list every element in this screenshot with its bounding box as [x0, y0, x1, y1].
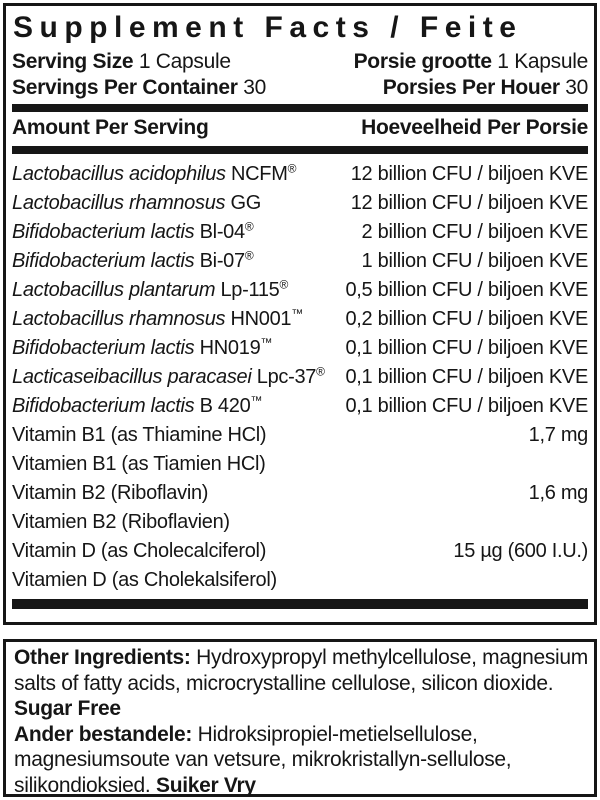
- porsie-grootte-value: 1 Kapsule: [491, 50, 588, 73]
- nutrient-name: Vitamin B1 (as Thiamine HCl): [12, 424, 267, 446]
- other-ingredients-panel: [3, 639, 597, 797]
- ingredients-line: Sugar Free: [14, 697, 121, 720]
- hoeveelheid-per-porsie-header: Hoeveelheid Per Porsie: [361, 116, 588, 139]
- nutrient-amount: 15 µg (600 I.U.): [453, 540, 588, 562]
- divider-bar-top: [12, 104, 588, 112]
- nutrient-amount: 0,2 billion CFU / biljoen KVE: [345, 308, 588, 330]
- nutrient-row: [12, 334, 588, 363]
- serving-size-label: Serving Size: [12, 50, 134, 73]
- nutrient-row: [12, 160, 588, 189]
- ingredients-line: Ander bestandele: Hidroksipropiel-metielsellulose,: [14, 722, 478, 746]
- nutrient-amount: 2 billion CFU / biljoen KVE: [361, 221, 588, 243]
- ingredients-line: magnesiumsoute van vetsure, mikrokristallyn-sellulose,: [14, 748, 512, 771]
- serving-size-value: 1 Capsule: [133, 50, 231, 73]
- nutrient-name: Vitamien D (as Cholekalsiferol): [12, 569, 277, 591]
- nutrient-row: [12, 218, 588, 247]
- nutrient-row: [12, 247, 588, 276]
- nutrient-name: Lactobacillus acidophilus NCFM®: [12, 161, 297, 185]
- nutrient-amount: 1,7 mg: [528, 424, 588, 446]
- nutrient-name: Vitamin B2 (Riboflavin): [12, 482, 209, 504]
- nutrient-row: [12, 363, 588, 392]
- nutrient-row: [12, 392, 588, 421]
- trademark-symbol: ™: [250, 393, 263, 408]
- nutrient-name: Vitamien B2 (Riboflavien): [12, 511, 230, 533]
- ingredients-line: salts of fatty acids, microcrystalline cellulose, silicon dioxide.: [14, 671, 554, 695]
- trademark-symbol: ®: [244, 248, 254, 263]
- nutrient-amount: 0,1 billion CFU / biljoen KVE: [345, 337, 588, 359]
- nutrient-name: Lacticaseibacillus paracasei Lpc-37®: [12, 364, 325, 388]
- nutrient-row: [12, 450, 588, 479]
- column-header-row: [12, 112, 588, 143]
- trademark-symbol: ®: [316, 364, 325, 379]
- servings-per-container-value: 30: [237, 76, 266, 99]
- facts-title: Supplement Facts / Feite: [13, 11, 523, 44]
- amount-per-serving-header: Amount Per Serving: [12, 116, 209, 139]
- nutrient-name: Lactobacillus rhamnosus GG: [12, 192, 261, 214]
- serving-size-right: [354, 49, 588, 75]
- nutrient-amount: 12 billion CFU / biljoen KVE: [350, 163, 588, 185]
- porsie-grootte-label: Porsie grootte: [353, 50, 492, 73]
- nutrient-amount: 0,1 billion CFU / biljoen KVE: [345, 395, 588, 417]
- nutrient-row: [12, 566, 588, 595]
- trademark-symbol: ®: [279, 277, 289, 292]
- nutrient-amount: 1 billion CFU / biljoen KVE: [361, 250, 588, 272]
- servings-per-container-label: Servings Per Container: [12, 76, 238, 99]
- servings-per-container-line: [12, 75, 588, 101]
- porsies-per-houer-label: Porsies Per Houer: [382, 76, 560, 99]
- nutrient-row: [12, 189, 588, 218]
- divider-bar-header: [12, 146, 588, 154]
- nutrient-name: Lactobacillus plantarum Lp-115®: [12, 277, 289, 301]
- nutrient-amount: 0,5 billion CFU / biljoen KVE: [345, 279, 588, 301]
- trademark-symbol: ™: [260, 335, 273, 350]
- divider-bar-bottom: [12, 599, 588, 609]
- nutrient-row: [12, 508, 588, 537]
- trademark-symbol: ™: [291, 306, 303, 321]
- ingredient-lines: [14, 645, 586, 798]
- nutrient-row: [12, 421, 588, 450]
- nutrient-name: Lactobacillus rhamnosus HN001™: [12, 306, 303, 330]
- nutrient-row: [12, 479, 588, 508]
- nutrient-name: Vitamin D (as Cholecalciferol): [12, 540, 267, 562]
- ingredients-line: Other Ingredients: Hydroxypropyl methylcellulose, magnesium: [14, 646, 588, 669]
- supplement-facts-panel: [3, 3, 597, 625]
- nutrient-name: Bifidobacterium lactis Bl-04®: [12, 219, 254, 243]
- nutrient-row: [12, 537, 588, 566]
- servings-per-container-left: [12, 75, 266, 101]
- serving-size-line: [12, 49, 588, 75]
- ingredients-line: silikondioksied. Suiker Vry: [14, 773, 256, 797]
- nutrient-row: [12, 305, 588, 334]
- nutrient-amount: 12 billion CFU / biljoen KVE: [350, 192, 588, 214]
- nutrient-amount: 1,6 mg: [528, 482, 588, 504]
- nutrient-name: Vitamien B1 (as Tiamien HCl): [12, 453, 266, 475]
- porsies-per-houer-right: [383, 75, 588, 101]
- nutrient-rows: [12, 154, 588, 595]
- nutrient-row: [12, 276, 588, 305]
- nutrient-name: Bifidobacterium lactis HN019™: [12, 335, 273, 359]
- nutrient-name: Bifidobacterium lactis B 420™: [12, 393, 263, 417]
- porsies-per-houer-value: 30: [559, 76, 588, 99]
- nutrient-name: Bifidobacterium lactis Bi-07®: [12, 248, 254, 272]
- serving-size-left: [12, 49, 231, 75]
- nutrient-amount: 0,1 billion CFU / biljoen KVE: [345, 366, 588, 388]
- trademark-symbol: ®: [287, 161, 297, 176]
- trademark-symbol: ®: [244, 219, 254, 234]
